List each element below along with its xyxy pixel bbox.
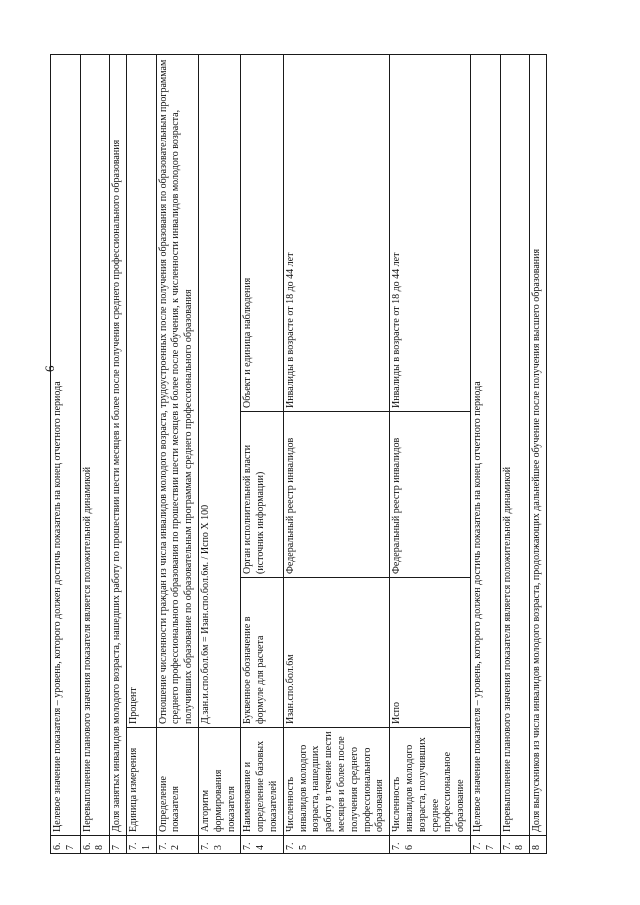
formula-symbol: Изан.спо.бол.6м (283, 578, 389, 728)
row-value: Отношение численности граждан из числа инвалидов молодого возраста, трудоустроенных после получения образования по образовательным программам среднего профессионального образования по прошествии шести месяцев и более после обучения, к численности инвалидов молодого возраста, получивших образование по образовательным программам среднего профессионального образования (156, 55, 198, 728)
row-number: 7.6 (390, 836, 471, 854)
row-value: Процент (126, 55, 156, 728)
section-title: Доля выпускников из числа инвалидов молодого возраста, продолжающих дальнейшее обучение после получения высшего образования (530, 55, 547, 836)
observation-unit: Инвалиды в возрасте от 18 до 44 лет (390, 55, 471, 412)
column-header: Объект и единица наблюдения (241, 55, 283, 412)
table-row (390, 55, 471, 854)
indicator-table (50, 54, 547, 854)
rotated-table-container (50, 54, 575, 854)
table-row (241, 55, 283, 854)
row-text: Перевыполнение планового значения показателя является положительной динамикой (80, 55, 110, 836)
column-header: Буквенное обозначение в формуле для расчета (241, 578, 283, 728)
row-number: 6.7 (51, 836, 81, 854)
row-label: Численность инвалидов молодого возраста, нашедших работу в течение шести месяцев и более после получения среднего профессионального образования (283, 728, 389, 836)
row-number: 7.5 (283, 836, 389, 854)
table-row (283, 55, 389, 854)
information-source: Федеральный реестр инвалидов (283, 412, 389, 578)
row-text: Целевое значение показателя – уровень, которого должен достичь показатель на конец отчетного периода (470, 55, 500, 836)
row-label: Наименование и определение базовых показателей (241, 728, 283, 836)
table-row (110, 55, 127, 854)
column-header: Орган исполнительной власти (источник информации) (241, 412, 283, 578)
row-label: Численность инвалидов молодого возраста, получивших среднее профессиональное образование (390, 728, 471, 836)
formula-symbol: Испо (390, 578, 471, 728)
row-label: Единица измерения (126, 728, 156, 836)
row-number: 7 (110, 836, 127, 854)
table-row (80, 55, 110, 854)
table-row (126, 55, 156, 854)
row-number: 7.3 (198, 836, 240, 854)
table-row (198, 55, 240, 854)
row-number: 7.4 (241, 836, 283, 854)
table-row (156, 55, 198, 854)
formula: Д.зан.и.спо.бол.6м = Изан.спо.бол.6м. / Испо Х 100 (198, 55, 240, 728)
page-number: 6 (42, 365, 57, 372)
row-number: 7.2 (156, 836, 198, 854)
table-row (470, 55, 500, 854)
row-text: Перевыполнение планового значения показателя является положительной динамикой (500, 55, 530, 836)
observation-unit: Инвалиды в возрасте от 18 до 44 лет (283, 55, 389, 412)
row-text: Целевое значение показателя – уровень, которого должен достичь показатель на конец отчетного периода (51, 55, 81, 836)
row-label: Определение показателя (156, 728, 198, 836)
table-row (51, 55, 81, 854)
row-number: 8 (530, 836, 547, 854)
section-title: Доля занятых инвалидов молодого возраста, нашедших работу по прошествии шести месяцев и более после получения среднего профессионального образования (110, 55, 127, 836)
row-number: 7.7 (470, 836, 500, 854)
row-number: 6.8 (80, 836, 110, 854)
row-label: Алгоритм формирования показателя (198, 728, 240, 836)
information-source: Федеральный реестр инвалидов (390, 412, 471, 578)
row-number: 7.1 (126, 836, 156, 854)
table-row (530, 55, 547, 854)
row-number: 7.8 (500, 836, 530, 854)
table-row (500, 55, 530, 854)
